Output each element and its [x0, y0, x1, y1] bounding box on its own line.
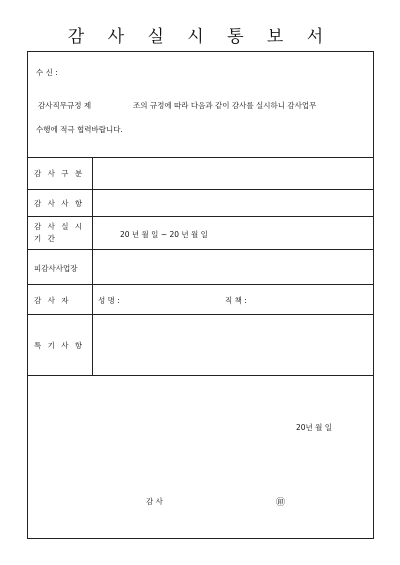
- body-text-line2: 수행에 적극 협력바랍니다.: [36, 125, 123, 134]
- auditee-label: 피감사사업장: [34, 264, 78, 273]
- row-divider: [28, 189, 373, 190]
- row-divider: [28, 314, 373, 315]
- recipient-label: 수 신 :: [36, 68, 58, 77]
- seal-mark: ㊞: [276, 498, 286, 508]
- auditor-position-label: 직 책 :: [225, 296, 247, 305]
- row-divider: [28, 216, 373, 217]
- row-divider: [28, 249, 373, 250]
- audit-items-label: 감 사 사 항: [34, 199, 85, 208]
- signer-label: 감 사: [146, 497, 163, 506]
- body-text-line1-part1: 감사직무규정 제: [38, 101, 92, 110]
- auditor-label: 감 사 자: [34, 296, 71, 305]
- footer-date: 20년 월 일: [296, 423, 333, 432]
- audit-notice-form: [27, 51, 374, 539]
- audit-period-value: 20 년 월 일 ~ 20 년 월 일: [120, 230, 208, 239]
- row-divider: [28, 284, 373, 285]
- audit-period-label-line2: 기 간: [34, 234, 57, 243]
- body-text-line1-part2: 조의 규정에 따라 다음과 같이 감사를 실시하니 감사업무: [133, 101, 317, 110]
- table-top-border: [28, 157, 373, 158]
- column-divider: [92, 157, 93, 375]
- audit-period-label-line1: 감 사 실 시: [34, 222, 85, 231]
- audit-type-label: 감 사 구 분: [34, 169, 85, 178]
- auditor-name-label: 성 명 :: [98, 296, 120, 305]
- remarks-label: 특 기 사 항: [34, 341, 85, 350]
- page-title: 감 사 실 시 통 보 서: [67, 27, 333, 47]
- table-bottom-border: [28, 375, 373, 376]
